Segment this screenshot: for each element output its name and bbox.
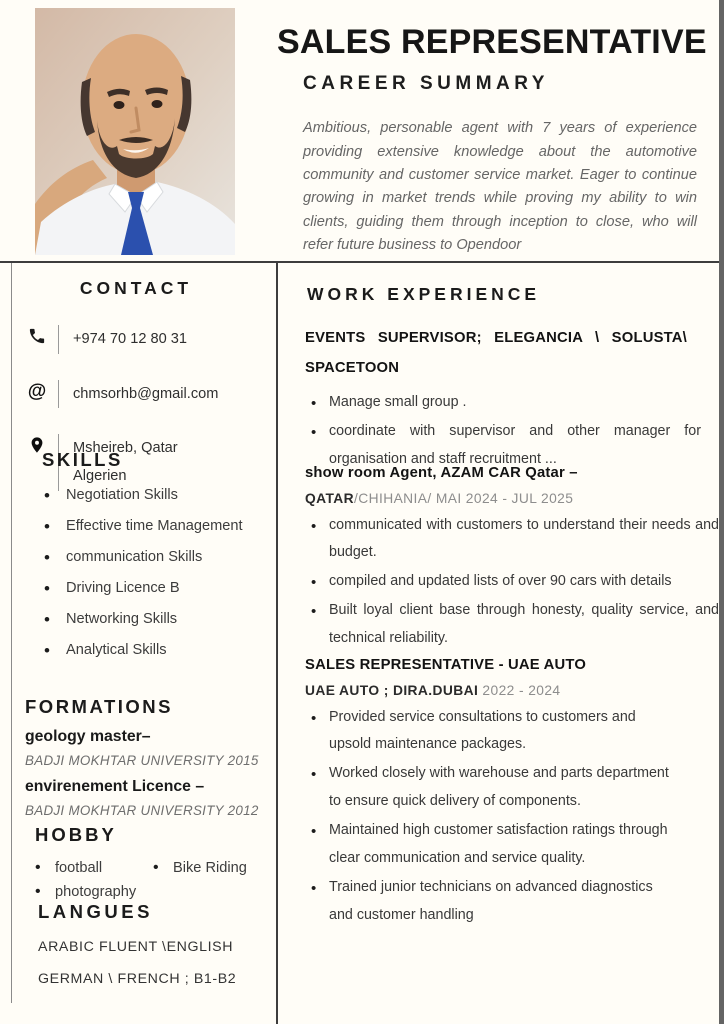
formation-title: geology master– (25, 728, 151, 745)
profile-photo (35, 8, 235, 255)
job-bullet: • coordinate with supervisor and other manager for organisation and staff recruitment ... (305, 418, 701, 474)
email-address: chmsorhb@gmail.com (73, 385, 219, 402)
work-experience-heading: WORK EXPERIENCE (307, 284, 541, 304)
job-meta (305, 683, 717, 698)
location-line2: Algerien (73, 468, 127, 485)
skill-item: • Effective time Management (44, 518, 274, 534)
skills-section (12, 449, 274, 673)
career-summary-heading: CAREER SUMMARY (303, 73, 549, 95)
formation-detail: BADJI MOKHTAR UNIVERSITY 2015 (25, 753, 259, 768)
contact-row-phone (24, 325, 274, 354)
contact-heading: CONTACT (79, 278, 193, 298)
header (277, 24, 719, 257)
job-bullets (305, 512, 719, 653)
skill-item: • Negotiation Skills (44, 487, 274, 503)
job-bullets (305, 704, 677, 930)
contact-separator (58, 380, 59, 409)
job-meta-dates: /CHIHANIA/ MAI 2024 - JUL 2025 (354, 490, 574, 506)
page-title: SALES REPRESENTATIVE (277, 23, 707, 61)
job-meta-company: QATAR (305, 490, 355, 506)
hobby-item: • Bike Riding (153, 860, 274, 876)
job-bullet: • Manage small group . (305, 389, 701, 417)
hobby-item: • football (35, 860, 153, 876)
skill-item: • communication Skills (44, 549, 274, 565)
column-divider (276, 263, 278, 1024)
email-icon (24, 380, 50, 401)
job-bullet: • compiled and updated lists of over 90 cars with details (305, 568, 719, 596)
job-bullet: • communicated with customers to understand their needs and budget. (305, 512, 719, 568)
language-line: ARABIC FLUENT \ENGLISH (38, 939, 234, 955)
langues-section (12, 901, 274, 987)
formation-title: envirenement Licence – (25, 778, 205, 795)
job-title: EVENTS SUPERVISOR; ELEGANCIA \ SOLUSTA\ SPACETOON (305, 330, 687, 376)
job-bullet: • Maintained high customer satisfaction ratings through clear communication and service quality. (305, 817, 677, 873)
skill-item: • Driving Licence B (44, 580, 274, 596)
job-meta (305, 491, 717, 506)
job-bullet: • Trained junior technicians on advanced diagnostics and customer handling (305, 874, 677, 930)
hobby-empty-cell (153, 884, 274, 900)
skills-list (44, 487, 274, 658)
language-line: GERMAN \ FRENCH ; B1-B2 (38, 971, 237, 987)
job-meta-dates: 2022 - 2024 (478, 682, 561, 698)
contact-row-email (24, 380, 274, 409)
job-entry (305, 324, 717, 475)
career-summary-text: Ambitious, personable agent with 7 years of experience providing extensive knowledge about the automotive community and customer service market. Eager to continue growing in market trends while proving my ability to win clients, guiding them through inception to close, who will refer future business to Opendoor (303, 120, 697, 254)
formations-section (12, 696, 274, 818)
job-bullet: • Provided service consultations to customers and upsold maintenance packages. (305, 704, 677, 760)
formations-heading: FORMATIONS (25, 696, 173, 717)
job-entry (305, 651, 717, 931)
job-bullet: • Built loyal client base through honesty, quality service, and technical reliability. (305, 597, 719, 653)
skill-item: • Networking Skills (44, 611, 274, 627)
contact-separator (58, 325, 59, 354)
hobby-item: • photography (35, 884, 153, 900)
scan-right-edge (719, 0, 724, 1024)
job-title: show room Agent, AZAM CAR Qatar – (305, 465, 578, 481)
job-meta-company: UAE AUTO ; DIRA.DUBAI (305, 682, 479, 698)
horizontal-divider (0, 261, 719, 263)
job-title: SALES REPRESENTATIVE - UAE AUTO (305, 657, 587, 673)
profile-photo-drawing (35, 8, 235, 255)
skills-heading: SKILLS (42, 449, 123, 470)
phone-icon (24, 325, 50, 345)
at-symbol: @ (27, 380, 47, 402)
job-bullet: • Worked closely with warehouse and parts department to ensure quick delivery of components. (305, 760, 677, 816)
langues-heading: LANGUES (38, 901, 153, 922)
formation-detail: BADJI MOKHTAR UNIVERSITY 2012 (25, 803, 259, 818)
hobby-list (35, 860, 274, 900)
phone-number: +974 70 12 80 31 (73, 331, 188, 347)
job-entry (305, 459, 717, 654)
skill-item: • Analytical Skills (44, 642, 274, 658)
hobby-section (12, 824, 274, 900)
location-line1: Msheireb, Qatar (73, 440, 178, 457)
hobby-heading: HOBBY (35, 824, 117, 845)
